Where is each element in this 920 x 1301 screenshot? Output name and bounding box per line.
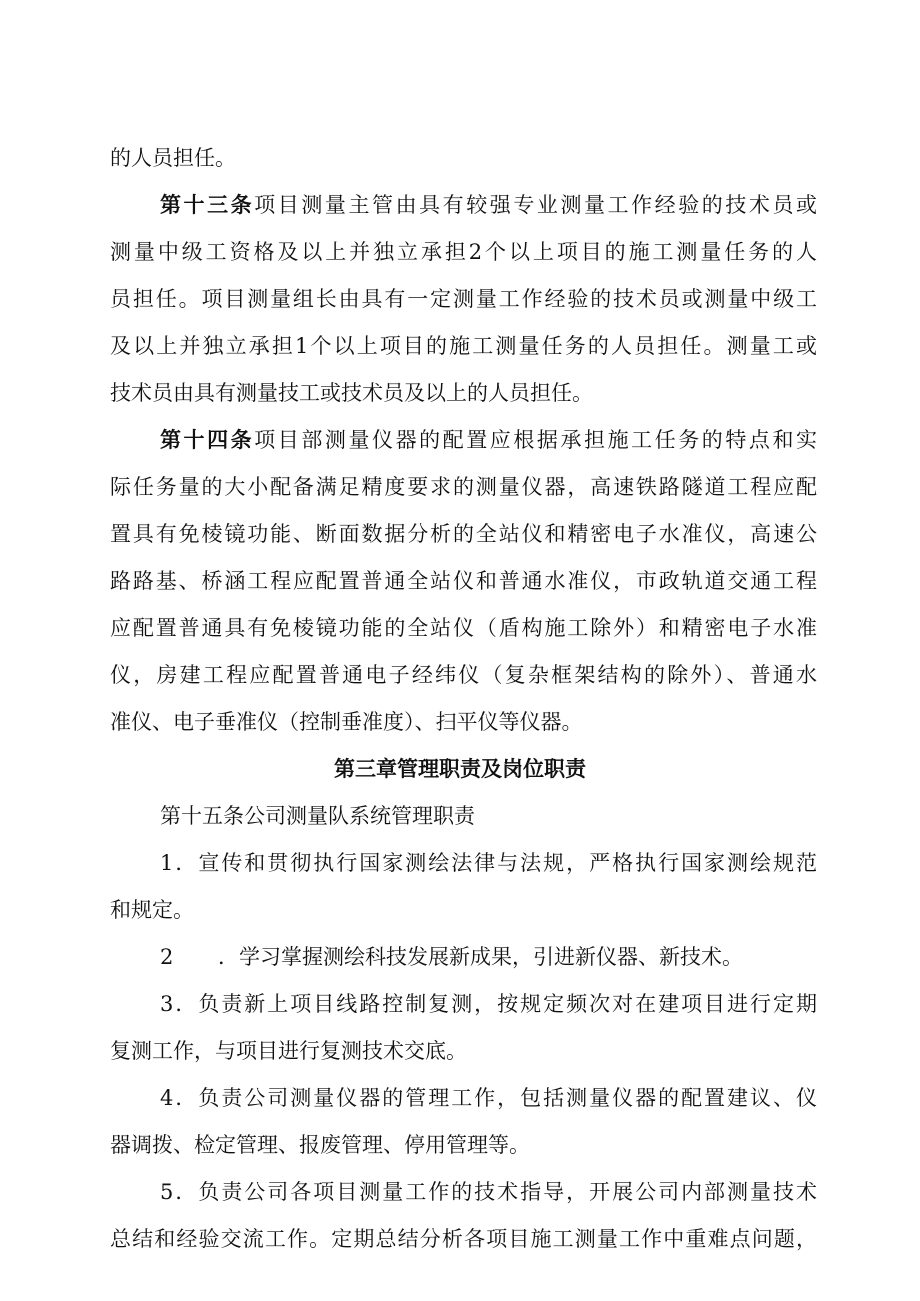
item-5-line-2: 总结和经验交流工作。定期总结分析各项目施工测量工作中重难点问题，: [110, 1227, 817, 1251]
item-2-number: 2: [160, 945, 174, 969]
article-14-label: 第十四条: [160, 428, 255, 452]
item-2-text: ．学习掌握测绘科技发展新成果，引进新仪器、新技术。: [218, 945, 743, 969]
article-13-line-5: 技术员由具有测量技工或技术员及以上的人员担任。: [110, 381, 593, 405]
article-14-line-7: 准仪、电子垂准仪（控制垂准度）、扫平仪等仪器。: [110, 710, 583, 734]
chapter-heading: 第三章管理职责及岗位职责: [334, 757, 586, 781]
paragraph-continuation: 的人员担任。: [110, 146, 236, 170]
article-14-line-5: 应配置普通具有免棱镜功能的全站仪（盾构施工除外）和精密电子水准: [110, 616, 817, 640]
article-14-text-1: 项目部测量仪器的配置应根据承担施工任务的特点和实: [254, 428, 818, 452]
article-13-line-3: 员担任。项目测量组长由具有一定测量工作经验的技术员或测量中级工: [110, 287, 817, 311]
article-14-line-4: 路路基、桥涵工程应配置普通全站仪和普通水准仪，市政轨道交通工程: [110, 569, 817, 593]
item-1-line-1: 1．宣传和贯彻执行国家测绘法律与法规，严格执行国家测绘规范: [160, 851, 817, 875]
article-13-line-2: 测量中级工资格及以上并独立承担2个以上项目的施工测量任务的人: [110, 240, 817, 264]
article-13-line-4: 及以上并独立承担1个以上项目的施工测量任务的人员担任。测量工或: [110, 334, 817, 358]
item-3-line-2: 复测工作，与项目进行复测技术交底。: [110, 1039, 467, 1063]
article-14-line-2: 际任务量的大小配备满足精度要求的测量仪器，高速铁路隧道工程应配: [110, 475, 817, 499]
item-5-line-1: 5．负责公司各项目测量工作的技术指导，开展公司内部测量技术: [160, 1180, 817, 1204]
item-3-line-1: 3．负责新上项目线路控制复测，按规定频次对在建项目进行定期: [160, 992, 817, 1016]
article-14-line-3: 置具有免棱镜功能、断面数据分析的全站仪和精密电子水准仪，高速公: [110, 522, 817, 546]
article-13-line-1: [160, 191, 817, 219]
article-14-line-1: [160, 426, 817, 454]
item-4-line-2: 器调拨、检定管理、报废管理、停用管理等。: [110, 1133, 530, 1157]
article-14-line-6: 仪，房建工程应配置普通电子经纬仪（复杂框架结构的除外）、普通水: [110, 663, 817, 687]
item-4-line-1: 4．负责公司测量仪器的管理工作，包括测量仪器的配置建议、仪: [160, 1086, 817, 1110]
article-13-text-1: 项目测量主管由具有较强专业测量工作经验的技术员或: [254, 193, 818, 217]
item-2-line: [160, 943, 743, 971]
article-13-label: 第十三条: [160, 193, 255, 217]
item-1-line-2: 和规定。: [110, 898, 194, 922]
article-15-title: 第十五条公司测量队系统管理职责: [160, 804, 475, 828]
